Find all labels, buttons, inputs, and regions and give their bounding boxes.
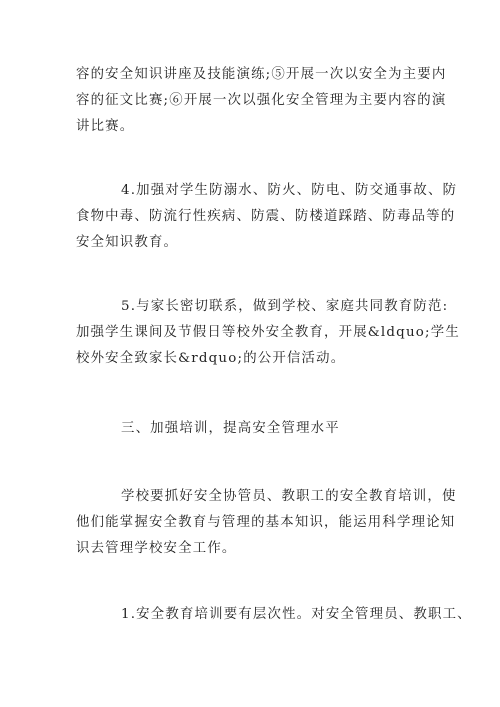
text-line: 安全知识教育。 (76, 235, 179, 250)
paragraph-activities-continued (76, 62, 447, 140)
text-line: 容的征文比赛;⑥开展一次以强化安全管理为主要内容的演 (76, 93, 447, 108)
paragraph-item-5 (76, 294, 460, 372)
paragraph-item-1 (76, 602, 472, 628)
text-line: 讲比赛。 (76, 119, 135, 134)
text-line: 1.安全教育培训要有层次性。对安全管理员、教职工、 (121, 607, 472, 622)
text-line: 食物中毒、防流行性疾病、防震、防楼道踩踏、防毒品等的 (76, 209, 456, 224)
text-line: 4.加强对学生防溺水、防火、防电、防交通事故、防 (121, 183, 458, 198)
text-line: 校外安全致家长&rdquo;的公开信活动。 (76, 351, 346, 366)
text-line: 他们能掌握安全教育与管理的基本知识，能运用科学理论知 (76, 515, 456, 530)
text-line: 容的安全知识讲座及技能演练;⑤开展一次以安全为主要内 (76, 67, 447, 82)
paragraph-training (76, 484, 457, 562)
text-line: 三、加强培训，提高安全管理水平 (121, 421, 340, 436)
paragraph-item-4 (76, 178, 458, 256)
section-heading (76, 416, 434, 442)
text-line: 识去管理学校安全工作。 (76, 541, 237, 556)
text-line: 加强学生课间及节假日等校外安全教育，开展&ldquo;学生 (76, 325, 460, 340)
text-line: 学校要抓好安全协管员、教职工的安全教育培训，使 (121, 489, 457, 504)
text-line: 5.与家长密切联系，做到学校、家庭共同教育防范: (121, 299, 449, 314)
